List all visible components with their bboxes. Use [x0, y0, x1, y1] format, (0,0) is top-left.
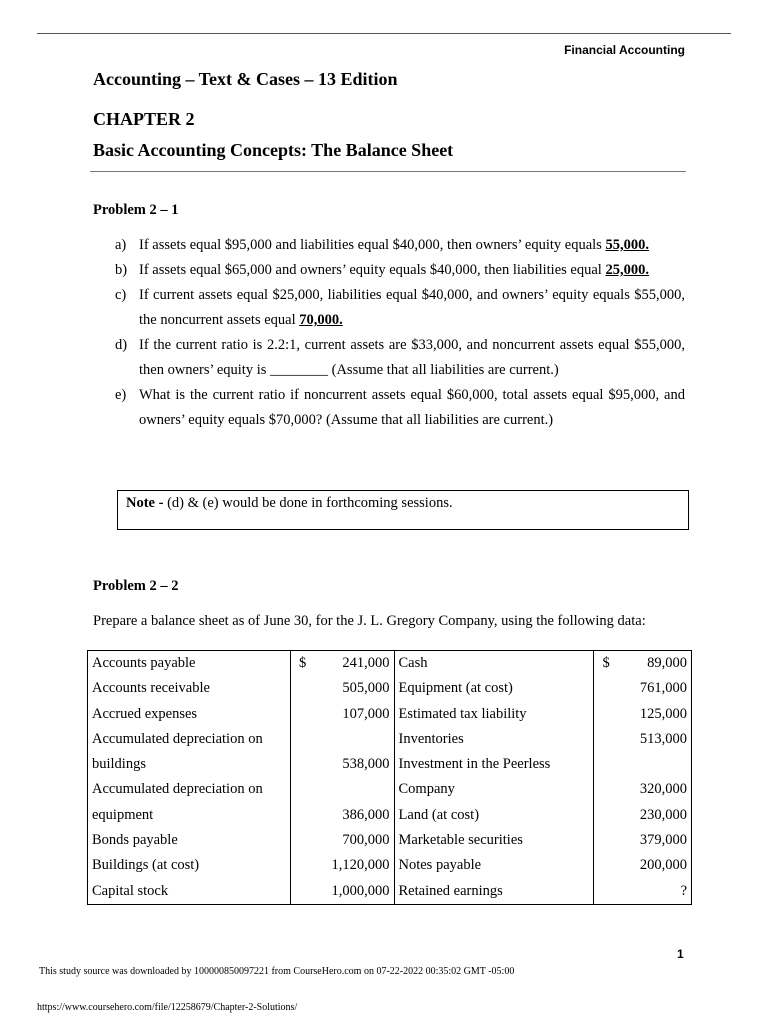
- table-row: [88, 853, 692, 878]
- left-currency-sign: [291, 752, 318, 777]
- table-row: [88, 676, 692, 701]
- right-item-amount: 230,000: [621, 803, 692, 828]
- left-item-name: Capital stock: [88, 879, 291, 905]
- left-currency-sign: [291, 676, 318, 701]
- left-item-name: Bonds payable: [88, 828, 291, 853]
- left-item-amount: 1,000,000: [317, 879, 394, 905]
- chapter-heading: CHAPTER 2: [93, 109, 195, 129]
- left-item-name: Accrued expenses: [88, 702, 291, 727]
- question-label: a): [115, 237, 127, 253]
- question-answer: 70,000.: [299, 312, 343, 328]
- left-currency-sign: [291, 853, 318, 878]
- left-currency-sign: [291, 727, 318, 752]
- right-currency-sign: [594, 702, 621, 727]
- left-item-amount: 1,120,000: [317, 853, 394, 878]
- problem-2-title: Problem 2 – 2: [93, 578, 179, 594]
- left-currency-sign: $: [291, 651, 318, 677]
- right-item-name: Investment in the Peerless: [398, 756, 551, 773]
- right-item-amount: 320,000: [621, 777, 692, 802]
- table-row: [88, 777, 692, 802]
- left-item-name: Accumulated depreciation on: [88, 777, 291, 802]
- left-item-name: Accounts payable: [88, 651, 291, 677]
- balance-data-table: [87, 650, 692, 905]
- left-item-amount: 700,000: [317, 828, 394, 853]
- right-currency-sign: [594, 879, 621, 905]
- header-divider: [37, 33, 731, 34]
- question-answer: 55,000.: [605, 237, 649, 253]
- question-text: What is the current ratio if noncurrent assets equal $60,000, total assets equal $95,000, and owners’ equity equals $70,000? (Assume that all liabilities are current.): [139, 387, 685, 428]
- question-text: If current assets equal $25,000, liabilities equal $40,000, and owners’ equity equals $55,000, the noncurrent assets equal: [139, 287, 685, 328]
- question-answer: 25,000.: [605, 262, 649, 278]
- left-item-name: Accounts receivable: [88, 676, 291, 701]
- question-label: c): [115, 287, 127, 303]
- question-text: If assets equal $65,000 and owners’ equity equals $40,000, then liabilities equal: [139, 262, 606, 278]
- question-d: [115, 333, 685, 383]
- left-currency-sign: [291, 879, 318, 905]
- right-item-name: Notes payable: [398, 857, 482, 874]
- right-item-name: Equipment (at cost): [398, 680, 513, 697]
- source-url[interactable]: https://www.coursehero.com/file/12258679/Chapter-2-Solutions/: [37, 1002, 298, 1013]
- left-item-amount: 505,000: [317, 676, 394, 701]
- right-currency-sign: [594, 676, 621, 701]
- chapter-subtitle: Basic Accounting Concepts: The Balance Sheet: [93, 140, 454, 160]
- right-item-name: Cash: [398, 655, 428, 671]
- right-currency-sign: [594, 853, 621, 878]
- right-currency-sign: [594, 803, 621, 828]
- right-currency-sign: [594, 727, 621, 752]
- page-number: 1: [677, 947, 684, 961]
- question-b: [115, 258, 685, 283]
- question-e: [115, 383, 685, 433]
- note-text: (d) & (e) would be done in forthcoming sessions.: [163, 495, 453, 511]
- right-item-name: Marketable securities: [398, 832, 523, 849]
- right-currency-sign: [594, 828, 621, 853]
- question-label: d): [115, 337, 128, 353]
- right-item-name: Land (at cost): [398, 806, 480, 823]
- table-row: [88, 828, 692, 853]
- left-currency-sign: [291, 702, 318, 727]
- note-label: Note -: [126, 495, 164, 511]
- section-divider: [90, 171, 686, 172]
- left-item-amount: 538,000: [317, 752, 394, 777]
- question-c: [115, 283, 685, 333]
- left-item-amount: [317, 777, 394, 802]
- left-item-amount: 107,000: [317, 702, 394, 727]
- table-row: [88, 727, 692, 752]
- left-item-name: Accumulated depreciation on: [88, 727, 291, 752]
- left-item-name: Buildings (at cost): [88, 853, 291, 878]
- right-currency-sign: [594, 752, 621, 777]
- left-currency-sign: [291, 777, 318, 802]
- problem-1-questions: [115, 233, 685, 433]
- table-row: [88, 702, 692, 727]
- right-item-amount: 379,000: [621, 828, 692, 853]
- question-label: b): [115, 262, 128, 278]
- right-item-name: Inventories: [398, 730, 464, 747]
- right-currency-sign: $: [594, 651, 621, 677]
- book-title: Accounting – Text & Cases – 13 Edition: [93, 69, 398, 89]
- table-row: [88, 651, 692, 677]
- left-item-amount: 386,000: [317, 803, 394, 828]
- left-item-amount: [317, 727, 394, 752]
- left-item-name: buildings: [88, 752, 291, 777]
- left-currency-sign: [291, 828, 318, 853]
- right-item-amount: 89,000: [621, 651, 692, 677]
- right-currency-sign: [594, 777, 621, 802]
- left-item-name: equipment: [88, 803, 291, 828]
- right-item-amount: [621, 752, 692, 777]
- question-label: e): [115, 387, 127, 403]
- note-box: [117, 490, 689, 530]
- table-row: [88, 752, 692, 777]
- problem-1-title: Problem 2 – 1: [93, 202, 179, 218]
- right-item-amount: 200,000: [621, 853, 692, 878]
- right-item-name: Retained earnings: [398, 882, 503, 899]
- left-item-amount: 241,000: [317, 651, 394, 677]
- question-text: If the current ratio is 2.2:1, current assets are $33,000, and noncurrent assets equal $55,000, then owners’ equity is ________ (Assume that all liabilities are current.): [139, 337, 685, 378]
- right-item-name: Estimated tax liability: [398, 705, 527, 722]
- problem-2-intro: Prepare a balance sheet as of June 30, for the J. L. Gregory Company, using the following data:: [93, 613, 646, 629]
- right-item-name: Company: [398, 781, 455, 798]
- left-currency-sign: [291, 803, 318, 828]
- right-item-amount: 513,000: [621, 727, 692, 752]
- right-item-amount: 125,000: [621, 702, 692, 727]
- question-a: [115, 233, 685, 258]
- download-source-line: This study source was downloaded by 100000850097221 from CourseHero.com on 07-22-2022 00:35:02 GMT -05:00: [39, 966, 515, 977]
- running-header: Financial Accounting: [564, 43, 685, 57]
- table-row: [88, 803, 692, 828]
- table-row: [88, 879, 692, 905]
- right-item-amount: ?: [621, 879, 692, 905]
- question-text: If assets equal $95,000 and liabilities equal $40,000, then owners’ equity equals: [139, 237, 606, 253]
- right-item-amount: 761,000: [621, 676, 692, 701]
